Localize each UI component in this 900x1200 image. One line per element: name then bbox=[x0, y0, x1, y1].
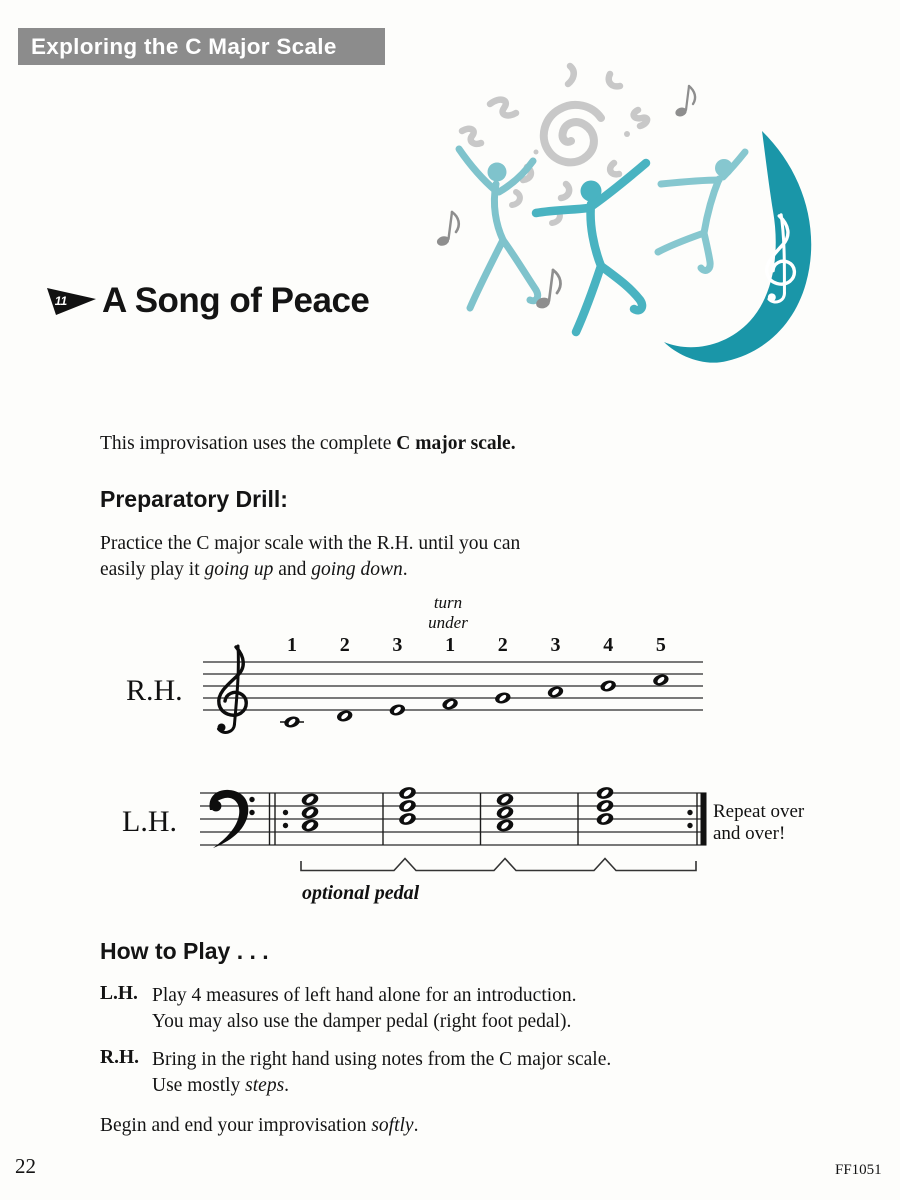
whole-note bbox=[398, 798, 417, 813]
staff-lines bbox=[200, 793, 707, 845]
finger-number: 3 bbox=[392, 634, 403, 656]
sun-icon bbox=[462, 66, 647, 223]
how-to-play-heading: How to Play . . . bbox=[100, 938, 269, 964]
finger-number: 4 bbox=[603, 634, 614, 656]
prep-drill-line2: easily play it going up and going down. bbox=[100, 559, 408, 580]
rh-label: R.H. bbox=[126, 674, 183, 707]
turn-under-line1: turn bbox=[433, 593, 463, 612]
dancer-figure-right bbox=[658, 152, 745, 270]
prep-drill-text bbox=[100, 531, 520, 583]
whole-note bbox=[599, 679, 617, 693]
whole-note bbox=[398, 785, 417, 800]
whole-note bbox=[398, 811, 417, 826]
lh-label: L.H. bbox=[122, 805, 177, 838]
prep-drill-heading: Preparatory Drill: bbox=[100, 486, 288, 512]
finger-number: 5 bbox=[655, 634, 666, 656]
whole-note bbox=[547, 685, 565, 699]
intro-sentence bbox=[100, 431, 516, 457]
whole-note bbox=[336, 709, 354, 723]
finger-number: 3 bbox=[550, 634, 561, 656]
whole-note bbox=[652, 673, 670, 687]
finger-number: 1 bbox=[287, 634, 297, 656]
whole-note bbox=[389, 703, 407, 717]
finger-number: 2 bbox=[339, 634, 350, 656]
whole-note bbox=[595, 798, 614, 813]
instruction-label-rh: R.H. bbox=[100, 1047, 139, 1068]
rh-staff-system bbox=[100, 585, 810, 750]
finger-number: 1 bbox=[445, 634, 456, 656]
music-note-icon bbox=[436, 212, 459, 247]
whole-note bbox=[300, 818, 319, 833]
repeat-text-line1: Repeat over bbox=[713, 801, 805, 822]
catalog-number: FF1051 bbox=[835, 1162, 882, 1178]
whole-note bbox=[300, 792, 319, 807]
instruction-text-rh: Bring in the right hand using notes from the C major scale. Use mostly steps. bbox=[152, 1049, 612, 1096]
pedal-label: optional pedal bbox=[302, 882, 420, 904]
lh-staff-system bbox=[100, 775, 820, 910]
whole-note bbox=[494, 691, 512, 705]
whole-note bbox=[495, 818, 514, 833]
dancer-figure-middle bbox=[536, 163, 646, 332]
intro-bold: C major scale. bbox=[396, 433, 516, 454]
instruction-label-lh: L.H. bbox=[100, 983, 138, 1004]
page-title: A Song of Peace bbox=[102, 281, 370, 320]
turn-under-line2: under bbox=[428, 613, 468, 632]
section-banner-label: Exploring the C Major Scale bbox=[31, 34, 337, 59]
rh-notes bbox=[280, 634, 670, 729]
finger-number: 2 bbox=[497, 634, 508, 656]
song-number-flag bbox=[44, 282, 102, 320]
song-number: 11 bbox=[54, 294, 68, 308]
section-banner bbox=[18, 28, 385, 65]
whole-note bbox=[595, 785, 614, 800]
whole-note bbox=[495, 792, 514, 807]
intro-plain: This improvisation uses the complete bbox=[100, 433, 397, 454]
prep-drill-line1: Practice the C major scale with the R.H. until you can bbox=[100, 533, 521, 554]
whole-note bbox=[595, 811, 614, 826]
music-note-icon bbox=[674, 86, 695, 118]
dancers-illustration bbox=[415, 55, 855, 370]
pedal-bracket bbox=[301, 859, 696, 871]
closing-sentence: Begin and end your improvisation softly. bbox=[100, 1115, 419, 1136]
instruction-text-lh: Play 4 measures of left hand alone for an introduction. You may also use the damper pedal (right foot pedal). bbox=[152, 985, 577, 1032]
whole-note bbox=[441, 697, 459, 711]
dancer-figure-left bbox=[459, 149, 538, 308]
repeat-text-line2: and over! bbox=[713, 823, 786, 844]
whole-note bbox=[300, 805, 319, 820]
whole-note bbox=[283, 715, 301, 729]
page-number: 22 bbox=[15, 1154, 36, 1178]
whole-note bbox=[495, 805, 514, 820]
treble-clef-icon bbox=[218, 646, 247, 732]
